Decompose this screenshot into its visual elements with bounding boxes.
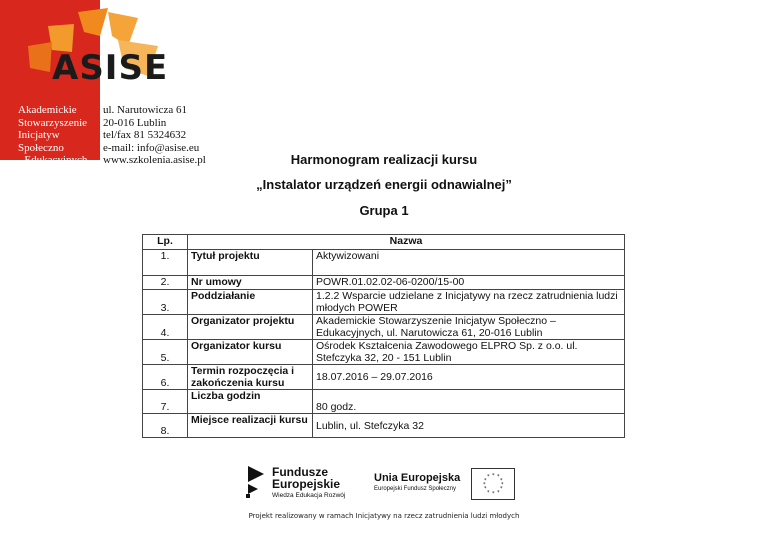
- table-row: [143, 290, 625, 315]
- svg-text:*: *: [484, 478, 487, 484]
- table-row: [143, 250, 625, 276]
- svg-text:*: *: [497, 474, 500, 480]
- table-row: [143, 365, 625, 390]
- row-value: 1.2.2 Wsparcie udzielane z Inicjatywy na rzecz zatrudnienia ludzi młodych POWER: [313, 290, 625, 315]
- svg-text:*: *: [500, 478, 503, 484]
- svg-text:*: *: [492, 473, 495, 479]
- svg-text:*: *: [487, 490, 490, 496]
- row-label: Tytuł projektu: [188, 250, 313, 276]
- svg-text:*: *: [483, 482, 486, 488]
- row-label: Poddziałanie: [188, 290, 313, 315]
- course-title: „Instalator urządzeń energii odnawialnej”: [256, 177, 512, 192]
- row-label: Miejsce realizacji kursu: [188, 414, 313, 438]
- row-number: 2.: [143, 276, 188, 290]
- row-value: Ośrodek Kształcenia Zawodowego ELPRO Sp. z o.o. ul. Stefczyka 32, 20 - 151 Lublin: [313, 340, 625, 365]
- svg-text:*: *: [500, 486, 503, 492]
- svg-text:*: *: [492, 491, 495, 497]
- organization-address: ul. Narutowicza 61 20-016 Lublin tel/fax 81 5324632 e-mail: info@asise.eu www.szkolenia.asise.pl: [103, 104, 206, 166]
- table-row: [143, 414, 625, 438]
- fundusze-europejskie-icon: [244, 464, 268, 500]
- row-number: 8.: [143, 414, 188, 438]
- fe-title: Fundusze Europejskie: [272, 465, 341, 491]
- row-label: Nr umowy: [188, 276, 313, 290]
- row-number: 6.: [143, 365, 188, 390]
- letterhead: [0, 0, 300, 166]
- ue-subtitle: Europejski Fundusz Społeczny: [374, 486, 457, 492]
- svg-text:*: *: [501, 482, 504, 488]
- row-label: Organizator projektu: [188, 315, 313, 340]
- row-number: 7.: [143, 390, 188, 414]
- row-value: Akademickie Stowarzyszenie Inicjatyw Społeczno – Edukacyjnych, ul. Narutowicza 61, 20-016 Lublin: [313, 315, 625, 340]
- table-row: [143, 340, 625, 365]
- col-lp-header: Lp.: [143, 235, 188, 250]
- schedule-table: [142, 234, 625, 438]
- organization-name: Akademickie Stowarzyszenie Inicjatyw Społeczno - Edukacyjnych: [18, 104, 88, 166]
- brand-name: ASISE: [52, 48, 169, 88]
- row-value: Aktywizowani: [313, 250, 625, 276]
- table-row: [143, 315, 625, 340]
- ue-title: Unia Europejska: [374, 472, 461, 484]
- row-label: Organizator kursu: [188, 340, 313, 365]
- row-number: 5.: [143, 340, 188, 365]
- table-row: [143, 390, 625, 414]
- funding-logos: [242, 464, 522, 508]
- row-number: 1.: [143, 250, 188, 276]
- row-number: 3.: [143, 290, 188, 315]
- row-label: Liczba godzin: [188, 390, 313, 414]
- row-value: POWR.01.02.02-06-0200/15-00: [313, 276, 625, 290]
- svg-text:*: *: [487, 474, 490, 480]
- table-header-row: [143, 235, 625, 250]
- col-name-header: Nazwa: [188, 235, 625, 250]
- project-note: Projekt realizowany w ramach Inicjatywy na rzecz zatrudnienia ludzi młodych: [248, 512, 520, 520]
- row-number: 4.: [143, 315, 188, 340]
- svg-text:*: *: [497, 490, 500, 496]
- row-value: Lublin, ul. Stefczyka 32: [313, 414, 625, 438]
- row-value: 80 godz.: [313, 390, 625, 414]
- fe-subtitle: Wiedza Edukacja Rozwój: [272, 492, 346, 499]
- group-title: Grupa 1: [359, 203, 409, 218]
- eu-flag-icon: [471, 468, 515, 500]
- row-label: Termin rozpoczęcia i zakończenia kursu: [188, 365, 313, 390]
- row-value: 18.07.2016 – 29.07.2016: [313, 365, 625, 390]
- svg-text:*: *: [484, 486, 487, 492]
- table-row: [143, 276, 625, 290]
- document-title: Harmonogram realizacji kursu: [290, 152, 478, 167]
